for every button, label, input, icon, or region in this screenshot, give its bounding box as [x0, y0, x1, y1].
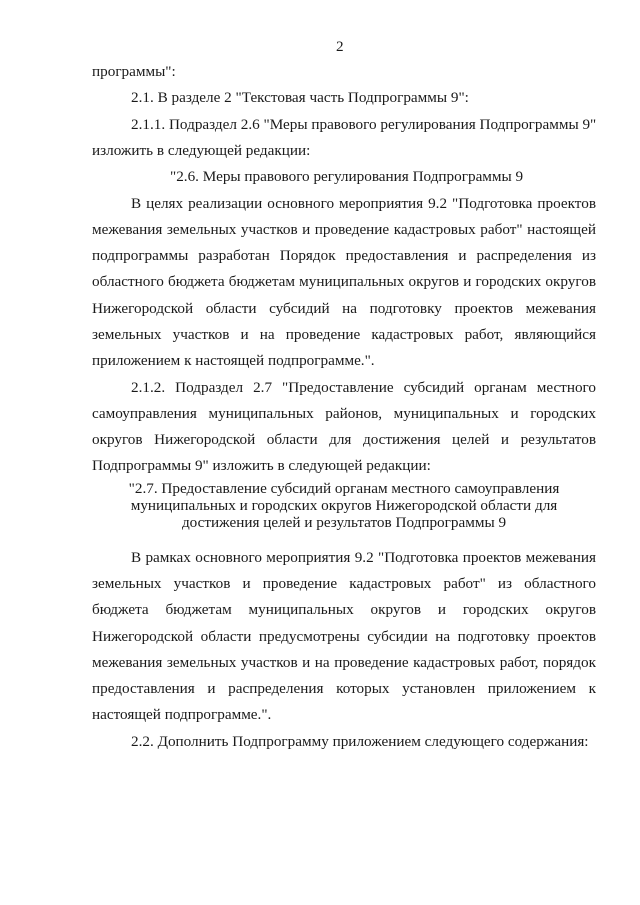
- section-heading-2-2: 2.2. Дополнить Подпрограмму приложением следующего содержания:: [131, 733, 589, 750]
- paragraph-line: межевания земельных участков и на проведение кадастровых работ, порядок: [92, 654, 596, 671]
- subsection-2-1-1-line: 2.1.1. Подраздел 2.6 "Меры правового регулирования Подпрограммы 9": [131, 116, 597, 133]
- subsection-title-2-7: "2.7. Предоставление субсидий органам местного самоуправления: [128, 480, 560, 497]
- page-number: 2: [336, 38, 344, 55]
- paragraph-line: округов Нижегородской области для достижения целей и результатов: [92, 431, 596, 448]
- paragraph-line: Нижегородской области предусмотрены субсидии на подготовку проектов: [92, 628, 596, 645]
- paragraph-line: приложением к настоящей подпрограмме.".: [92, 352, 375, 369]
- text-line: изложить в следующей редакции:: [92, 142, 311, 159]
- paragraph-line: подпрограммы разработан Порядок предоставления и распределения из: [92, 247, 596, 264]
- paragraph-line: бюджета бюджетам муниципальных округов и городских округов: [92, 601, 596, 618]
- subsection-title-2-7: муниципальных и городских округов Нижегородской области для: [130, 497, 558, 514]
- paragraph-line: В целях реализации основного мероприятия 9.2 "Подготовка проектов: [131, 195, 596, 212]
- paragraph-line: Нижегородской области субсидий на подготовку проектов межевания: [92, 300, 596, 317]
- paragraph-line: Подпрограммы 9" изложить в следующей редакции:: [92, 457, 431, 474]
- text-line: программы":: [92, 63, 176, 80]
- paragraph-line: настоящей подпрограмме.".: [92, 706, 272, 723]
- paragraph-line: самоуправления муниципальных районов, муниципальных и городских: [92, 405, 596, 422]
- paragraph-line: областного бюджета бюджетам муниципальных округов и городских округов: [92, 273, 596, 290]
- paragraph-line: межевания земельных участков и проведение кадастровых работ" настоящей: [92, 221, 596, 238]
- paragraph-line: земельных участков и на проведение кадастровых работ, являющийся: [92, 326, 596, 343]
- paragraph-line: земельных участков и проведение кадастровых работ" из областного: [92, 575, 596, 592]
- subsection-2-1-2-line: 2.1.2. Подраздел 2.7 "Предоставление субсидий органам местного: [131, 379, 596, 396]
- paragraph-line: В рамках основного мероприятия 9.2 "Подготовка проектов межевания: [131, 549, 596, 566]
- section-heading-2-1: 2.1. В разделе 2 "Текстовая часть Подпрограммы 9":: [131, 89, 469, 106]
- subsection-title-2-6: "2.6. Меры правового регулирования Подпрограммы 9: [170, 168, 524, 185]
- paragraph-line: предоставления и распределения которых установлен приложением к: [92, 680, 596, 697]
- subsection-title-2-7: достижения целей и результатов Подпрограммы 9: [181, 514, 507, 531]
